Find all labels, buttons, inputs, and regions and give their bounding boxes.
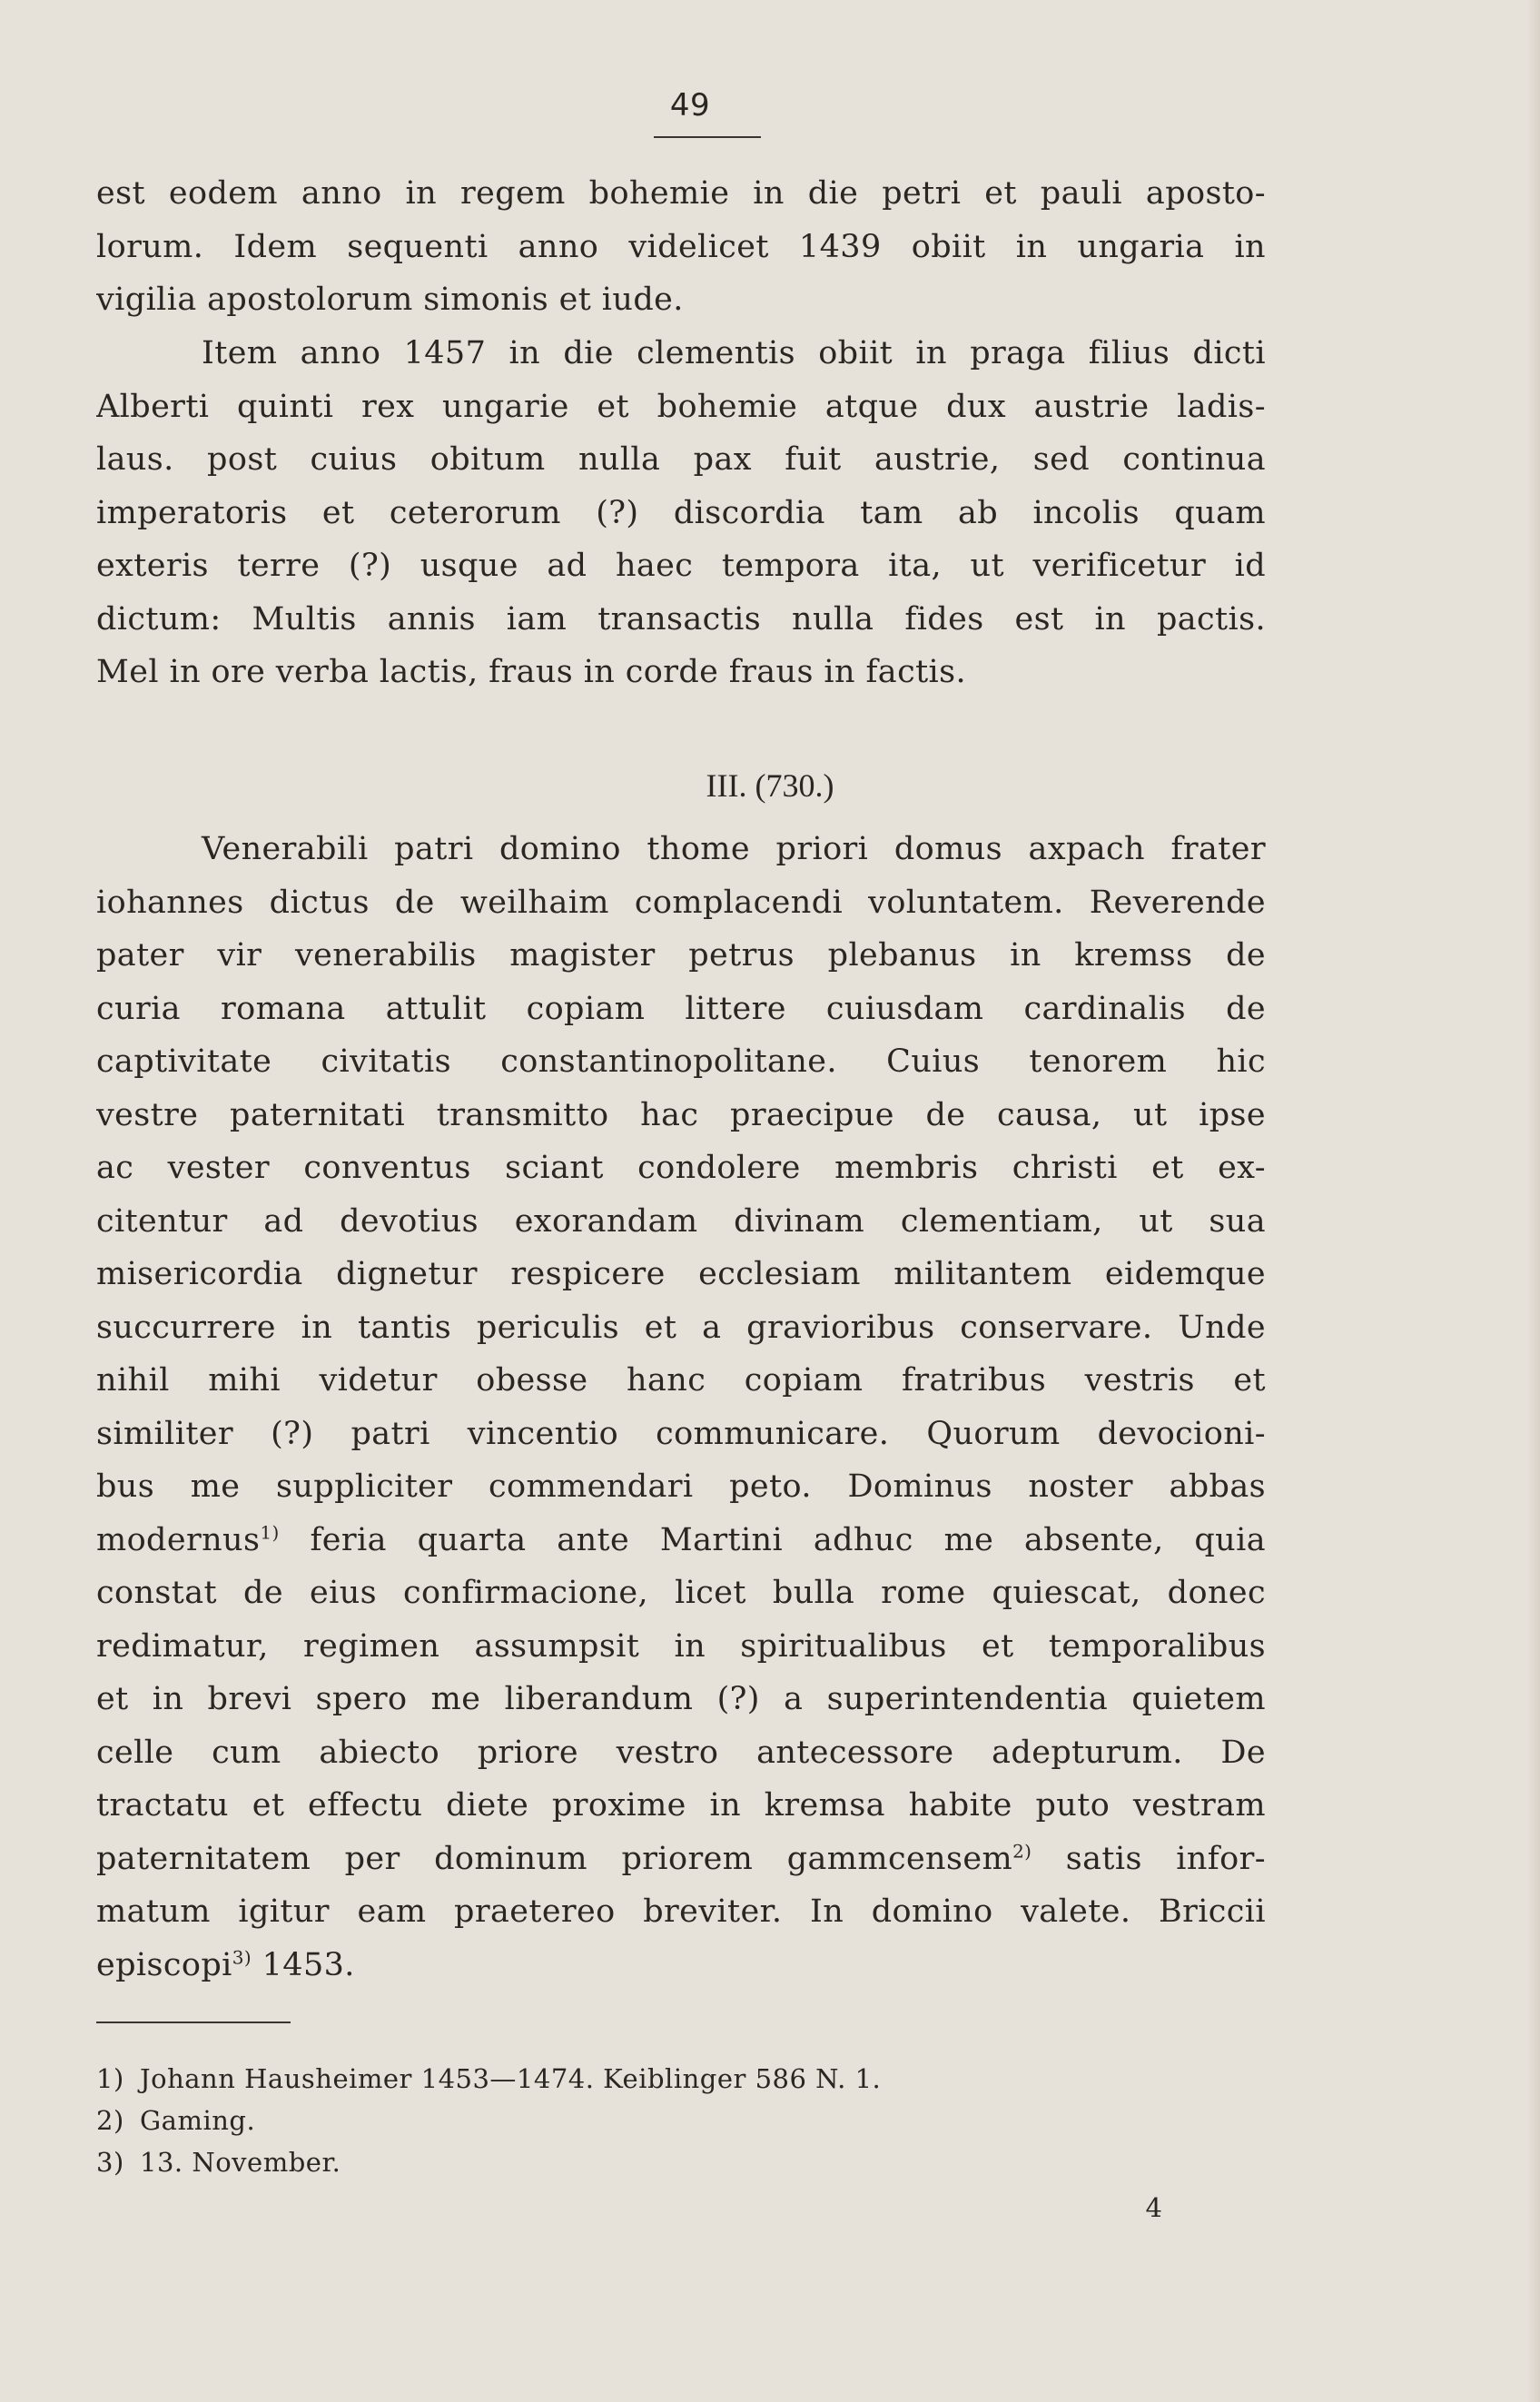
text-line: Venerabili patri domino thome priori domus axpach frater [202, 831, 1266, 867]
text-line [96, 1939, 1266, 1992]
text-line: pater vir venerabilis magister petrus plebanus in kremss de [96, 937, 1266, 974]
text-line: imperatoris et ceterorum (?) discordia tam ab incolis quam [96, 494, 1266, 531]
text-line: dictum: Multis annis iam transactis nulla fides est in pactis. [96, 600, 1266, 638]
footnote [96, 2141, 1266, 2183]
text-line: matum igitur eam praetereo breviter. In domino valete. Briccii [96, 1893, 1266, 1930]
footnote [96, 2100, 1266, 2141]
footnote-mark: 2) [96, 2105, 124, 2136]
section-heading: III. (730.) [706, 767, 834, 804]
footnote [96, 2058, 1266, 2100]
text-line: misericordia dignetur respicere ecclesiam militantem eidemque [96, 1256, 1266, 1292]
text-line: similiter (?) patri vincentio communicare. Quorum devocioni- [96, 1415, 1266, 1452]
text-line: ac vester conventus sciant condolere membris christi et ex- [96, 1150, 1266, 1186]
text-line: captivitate civitatis constantinopolitane. Cuius tenorem hic [96, 1043, 1266, 1080]
footnote-rule [96, 2021, 291, 2023]
text-line: citentur ad devotius exorandam divinam clementiam, ut sua [96, 1202, 1266, 1240]
text-run: episcopi [96, 1946, 232, 1983]
text-run: feria quarta ante Martini adhuc me absente, quia [279, 1521, 1266, 1558]
text-line: constat de eius confirmacione, licet bulla rome quiescat, donec [96, 1575, 1266, 1611]
footnote-ref: 2) [1012, 1839, 1032, 1862]
page-edge [1527, 0, 1540, 2402]
text-line [96, 1833, 1266, 1886]
text-line: vigilia apostolorum simonis et iude. [96, 282, 684, 318]
text-line: redimatur, regimen assumpsit in spiritualibus et temporalibus [96, 1627, 1266, 1665]
footnote-ref: 3) [232, 1945, 252, 1968]
paragraph-2 [96, 327, 1266, 699]
text-line: nihil mihi videtur obesse hanc copiam fratribus vestris et [96, 1362, 1266, 1399]
paragraph-3 [96, 823, 1266, 1992]
signature-mark: 4 [1145, 2192, 1162, 2223]
text-line: tractatu et effectu diete proxime in kremsa habite puto vestram [96, 1787, 1266, 1824]
footnote-text: 13. November. [140, 2147, 341, 2178]
text-run: 1453. [252, 1946, 355, 1983]
text-run: paternitatem per dominum priorem gammcensem [96, 1840, 1013, 1877]
text-line: vestre paternitati transmitto hac praecipue de causa, ut ipse [96, 1096, 1266, 1133]
page-number-rule [654, 136, 761, 138]
text-line: exteris terre (?) usque ad haec tempora ita, ut verificetur id [96, 548, 1266, 584]
text-line: laus. post cuius obitum nulla pax fuit austrie, sed continua [96, 441, 1266, 478]
text-line: est eodem anno in regem bohemie in die petri et pauli aposto- [96, 175, 1266, 212]
footnote-text: Gaming. [140, 2105, 256, 2136]
text-line: celle cum abiecto priore vestro antecessore adepturum. De [96, 1734, 1266, 1771]
text-run: satis infor- [1032, 1840, 1266, 1877]
text-line: bus me suppliciter commendari peto. Dominus noster abbas [96, 1468, 1266, 1505]
text-line: et in brevi spero me liberandum (?) a superintendentia quietem [96, 1681, 1266, 1717]
text-run: modernus [96, 1521, 261, 1558]
text-line: lorum. Idem sequenti anno videlicet 1439 obiit in ungaria in [96, 228, 1266, 265]
text-line: curia romana attulit copiam littere cuiusdam cardinalis de [96, 990, 1266, 1027]
footnote-mark: 1) [96, 2063, 124, 2094]
footnote-ref: 1) [260, 1520, 280, 1543]
paragraph-1 [96, 167, 1266, 327]
text-line: iohannes dictus de weilhaim complacendi voluntatem. Reverende [96, 884, 1266, 921]
text-line [96, 1514, 1266, 1567]
footnotes [96, 2058, 1266, 2183]
text-line: Alberti quinti rex ungarie et bohemie atque dux austrie ladis- [96, 388, 1266, 425]
text-line: Mel in ore verba lactis, fraus in corde fraus in factis. [96, 654, 967, 690]
text-line: Item anno 1457 in die clementis obiit in praga filius dicti [202, 335, 1266, 371]
page-number: 49 [669, 87, 711, 124]
text-line: succurrere in tantis periculis et a gravioribus conservare. Unde [96, 1309, 1266, 1346]
footnote-mark: 3) [96, 2147, 124, 2178]
footnote-text: Johann Hausheimer 1453—1474. Keiblinger 586 N. 1. [140, 2063, 882, 2094]
